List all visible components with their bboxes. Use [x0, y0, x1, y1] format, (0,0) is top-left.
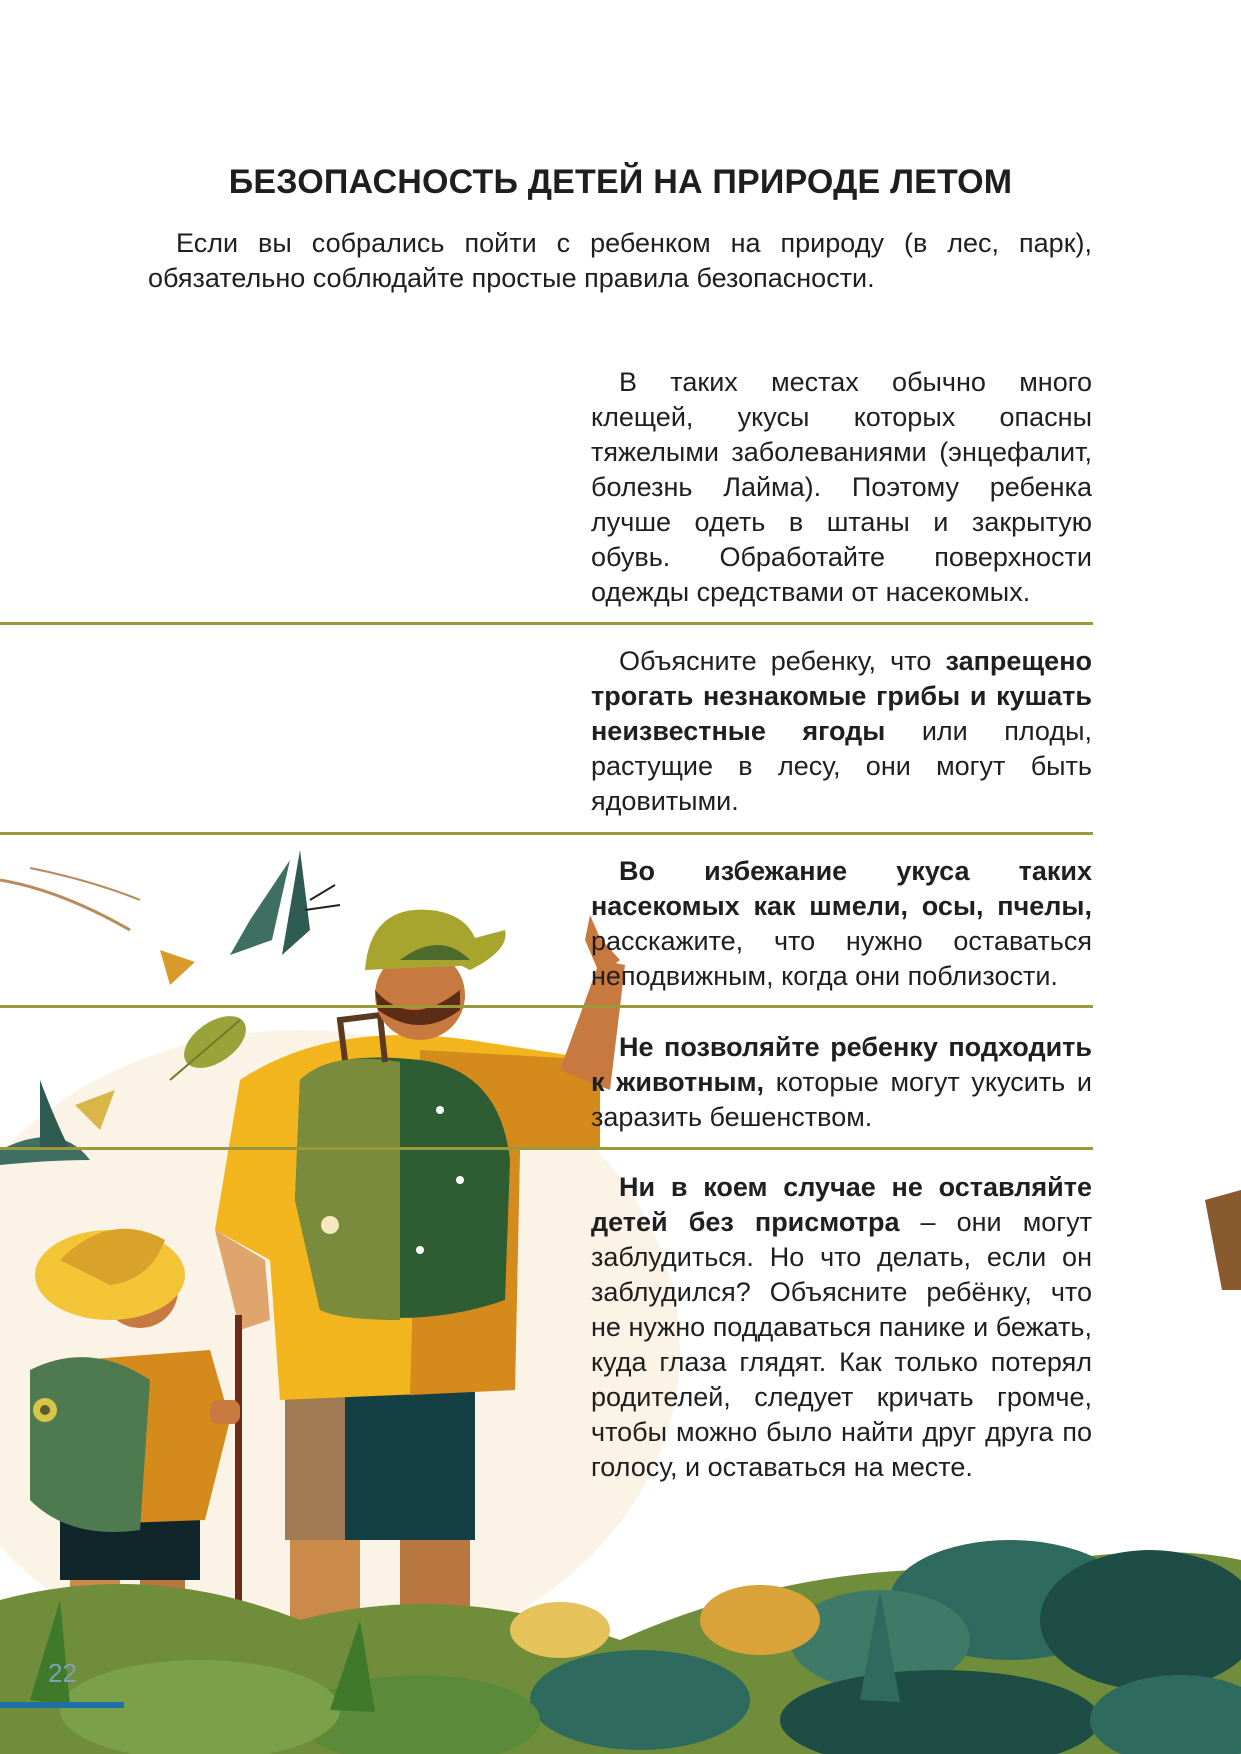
section-supervision: Ни в коем случае не оставляйте детей без присмотра – они могут заблудиться. Но что делать, если он заблудился? Объясните ребёнку, что не нужно поддаваться панике и бежать, куда глаза глядят. Как только потерял родителей, следует кричать громче, чтобы можно было найти друг друга по голосу, и оставаться на месте.: [591, 1172, 1093, 1482]
bird-icon: [230, 850, 340, 955]
section-divider: [0, 832, 1093, 835]
triangle-shape: [160, 950, 195, 985]
wood-post: [1205, 1190, 1241, 1290]
page-title: БЕЗОПАСНОСТЬ ДЕТЕЙ НА ПРИРОДЕ ЛЕТОМ: [228, 162, 1013, 201]
section-insects: Во избежание укуса таких насекомых как шмели, осы, пчелы, расскажите, что нужно оставаться неподвижным, когда они поблизости.: [591, 856, 1092, 991]
section-mushrooms: Объясните ребенку, что запрещено трогать незнакомые грибы и кушать неизвестные ягоды или плоды, растущие в лесу, они могут быть ядовитыми.: [591, 646, 1092, 816]
branch-line: [0, 880, 130, 930]
section-divider: [0, 1005, 1093, 1008]
section-divider: [0, 1147, 1093, 1150]
branch-line: [30, 868, 140, 900]
section-divider: [0, 622, 1093, 625]
page-accent-bar: [0, 1702, 124, 1708]
intro-paragraph: Если вы собрались пойти с ребенком на природу (в лес, парк), обязательно соблюдайте простые правила безопасности.: [148, 228, 1092, 293]
section-animals: Не позволяйте ребенку подходить к животным, которые могут укусить и заразить бешенством.: [591, 1032, 1093, 1132]
section-ticks: В таких местах обычно много клещей, укусы которых опасны тяжелыми заболеваниями (энцефалит, болезнь Лайма). Поэтому ребенка лучше одеть в штаны и закрытую обувь. Обработайте поверхности одежды средствами от насекомых.: [591, 367, 1092, 607]
page-number: 22: [48, 1658, 77, 1688]
